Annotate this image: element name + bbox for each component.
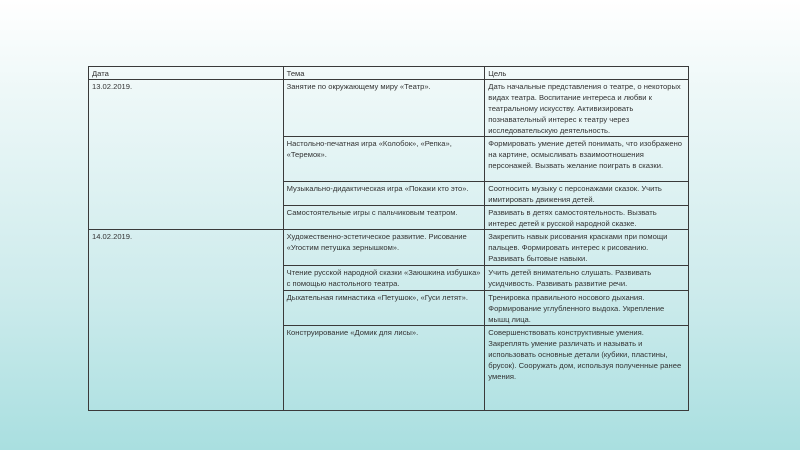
header-goal: Цель xyxy=(485,67,689,80)
goal-cell: Учить детей внимательно слушать. Развивать усидчивость. Развивать развитие речи. xyxy=(485,266,689,291)
goal-cell: Развивать в детях самостоятельность. Вызвать интерес детей к русской народной сказке. xyxy=(485,206,689,230)
topic-cell: Дыхательная гимнастика «Петушок», «Гуси летят». xyxy=(283,291,485,326)
topic-cell: Музыкально-дидактическая игра «Покажи кто это». xyxy=(283,182,485,206)
goal-cell: Соотносить музыку с персонажами сказок. Учить имитировать движения детей. xyxy=(485,182,689,206)
goal-cell: Совершенствовать конструктивные умения. Закреплять умение различать и называть и использовать основные детали (кубики, пластины, брусок). Сооружать дом, используя полученные ранее умения. xyxy=(485,326,689,411)
table-header-row xyxy=(89,67,689,80)
header-date: Дата xyxy=(89,67,284,80)
schedule-table xyxy=(88,66,689,411)
topic-cell: Самостоятельные игры с пальчиковым театром. xyxy=(283,206,485,230)
topic-cell: Конструирование «Домик для лисы». xyxy=(283,326,485,411)
table-row xyxy=(89,230,689,266)
topic-cell: Настольно-печатная игра «Колобок», «Репка», «Теремок». xyxy=(283,137,485,182)
goal-cell: Тренировка правильного носового дыхания. Формирование углубленного выдоха. Укрепление мышц лица. xyxy=(485,291,689,326)
topic-cell: Художественно-эстетическое развитие. Рисование «Угостим петушка зернышком». xyxy=(283,230,485,266)
topic-cell: Чтение русской народной сказки «Заюшкина избушка» с помощью настольного театра. xyxy=(283,266,485,291)
topic-cell: Занятие по окружающему миру «Театр». xyxy=(283,80,485,137)
goal-cell: Формировать умение детей понимать, что изображено на картине, осмысливать взаимоотношения персонажей. Вызвать желание поиграть в сказки. xyxy=(485,137,689,182)
table-row xyxy=(89,80,689,137)
header-topic: Тема xyxy=(283,67,485,80)
date-cell: 14.02.2019. xyxy=(89,230,284,411)
goal-cell: Дать начальные представления о театре, о некоторых видах театра. Воспитание интереса и любви к театральному искусству. Активизировать познавательный интерес к театру через исследовательскую деятельность. xyxy=(485,80,689,137)
date-cell: 13.02.2019. xyxy=(89,80,284,230)
goal-cell: Закрепить навык рисования красками при помощи пальцев. Формировать интерес к рисованию. Развивать бытовые навыки. xyxy=(485,230,689,266)
